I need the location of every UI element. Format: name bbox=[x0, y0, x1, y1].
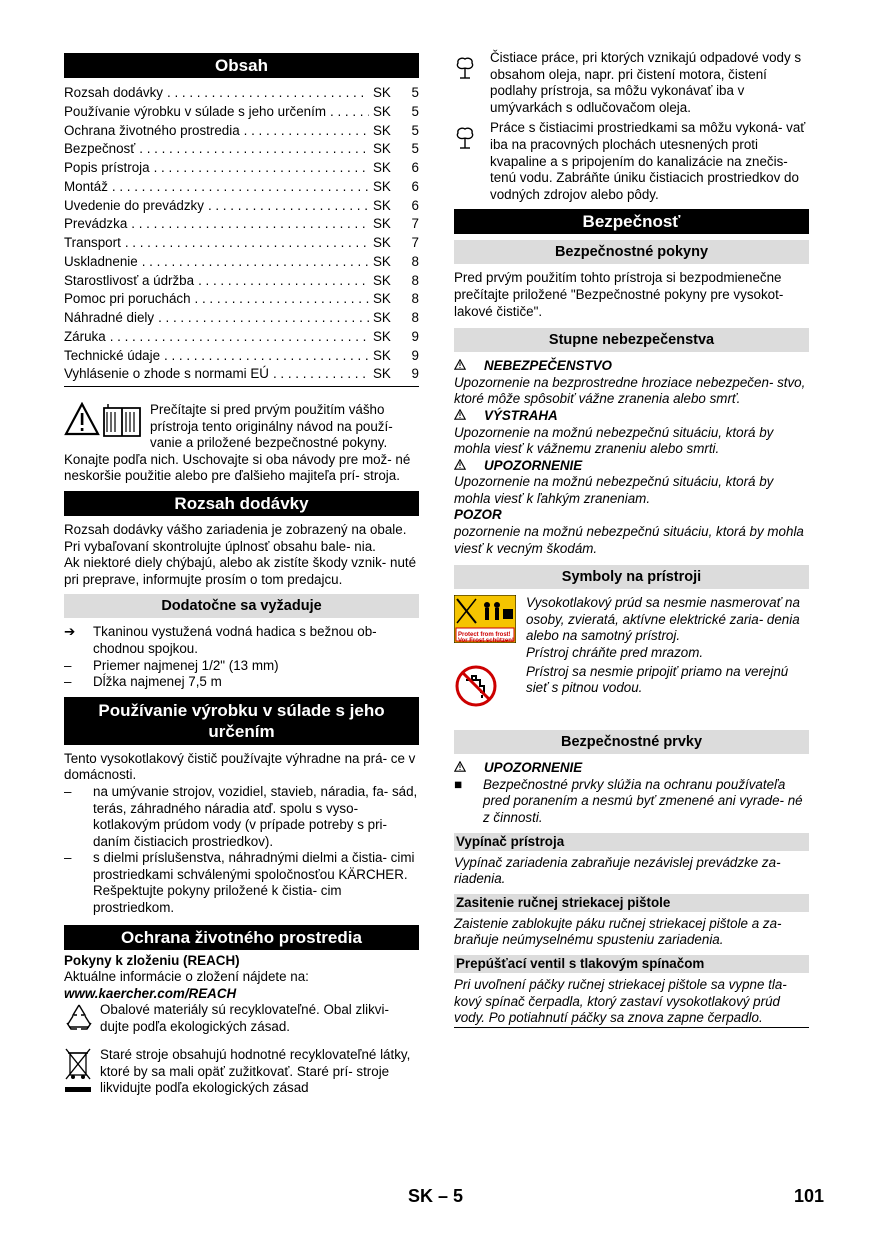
warning-triangle-icon bbox=[454, 408, 484, 425]
toc-row-leader bbox=[142, 253, 369, 272]
gun-lock-heading: Zasitenie ručnej striekacej pištole bbox=[454, 894, 809, 912]
additional-required-list bbox=[64, 624, 419, 690]
read-manual-text-2: Konajte podľa nich. Uschovajte si oba návody pre mož- né neskoršie použitie alebo pre ďalšieho majiteľa prí- stroja. bbox=[64, 451, 411, 484]
toc-row-leader bbox=[167, 84, 369, 103]
toc-row-title: Rozsah dodávky bbox=[64, 85, 163, 100]
reach-title: Pokyny k zloženiu (REACH) bbox=[64, 952, 240, 968]
hazard-level-label bbox=[454, 458, 809, 475]
toc-row-title: Vyhlásenie o zhode s normami EÚ bbox=[64, 366, 269, 382]
hazard-level-name: POZOR bbox=[454, 507, 502, 523]
hazard-level-description: Upozornenie na bezprostredne hroziace nebezpečen- stvo, ktoré môže spôsobiť vážne zranenia alebo smrť. bbox=[454, 374, 806, 407]
toc-row-leader bbox=[198, 272, 369, 291]
toc-row[interactable] bbox=[64, 215, 419, 234]
footer-section-label: SK – 5 bbox=[408, 1186, 464, 1206]
toc-row-title: Transport bbox=[64, 235, 121, 250]
intended-use-heading: Používanie výrobku v súlade s jeho určením bbox=[64, 697, 419, 745]
symbols-block-1 bbox=[454, 595, 809, 661]
toc-row-title: Uvedenie do prevádzky bbox=[64, 197, 204, 213]
toc-row-language: SK bbox=[373, 291, 391, 307]
toc-row[interactable] bbox=[64, 347, 419, 366]
toc-row-page: 7 bbox=[411, 235, 419, 250]
reach-text: Aktuálne informácie o zložení nájdete na: bbox=[64, 969, 309, 985]
toc-row[interactable] bbox=[64, 159, 419, 178]
toc-row[interactable] bbox=[64, 122, 419, 141]
toc-row[interactable] bbox=[64, 84, 419, 103]
safety-devices-text: Bezpečnostné prvky slúžia na ochranu používateľa pred poranením a nesmú byť zmenené ani vyrade- né z činnosti. bbox=[483, 776, 803, 825]
list-item-text: Tkaninou vystužená vodná hadica s bežnou ob- chodnou spojkou. bbox=[93, 624, 377, 656]
hazard-levels-list bbox=[454, 358, 809, 557]
warning-triangle-icon bbox=[454, 458, 484, 475]
toc-row-leader bbox=[273, 365, 369, 384]
reach-url[interactable]: www.kaercher.com/REACH bbox=[64, 985, 237, 1001]
square-bullet-icon: ■ bbox=[454, 776, 463, 792]
list-item bbox=[64, 658, 419, 675]
intended-use-list bbox=[64, 784, 419, 917]
toc-row-title: Ochrana životného prostredia bbox=[64, 122, 240, 138]
oil-text-2: Práce s čistiacimi prostriedkami sa môžu vykoná- vať iba na pracovných plochách utesnených proti kvapaline a s pripojením do kanalizácie na znečis- tenú vodu. Zabráňte úniku čistiacich prostriedkov do vodných zdrojov alebo pôdy. bbox=[490, 120, 806, 202]
hazard-level-description: Upozornenie na možnú nebezpečnú situáciu, ktorá by mohla viesť k ľahkým zraneniam. bbox=[454, 474, 774, 506]
symbol-text-2: Prístroj chráňte pred mrazom. bbox=[526, 645, 704, 661]
toc-row-language: SK bbox=[373, 235, 391, 250]
valve-heading: Prepúšťací ventil s tlakovým spínačom bbox=[454, 955, 809, 973]
crossed-bin-icon bbox=[64, 1047, 100, 1102]
toc-row-page: 6 bbox=[411, 197, 419, 213]
list-marker: – bbox=[64, 674, 72, 690]
switch-heading: Vypínač prístroja bbox=[454, 833, 809, 851]
hazard-level-description: pozornenie na možnú nebezpečnú situáciu, ktorá by mohla viesť k vecným škodám. bbox=[454, 524, 804, 556]
switch-text: Vypínač zariadenia zabraňuje nezávislej prevádzke za- riadenia. bbox=[454, 854, 781, 887]
toc-row[interactable] bbox=[64, 234, 419, 253]
list-marker: – bbox=[64, 850, 72, 866]
scope-paragraph-2: Ak niektoré diely chýbajú, alebo ak zistíte škody vznik- nuté pri preprave, informujte prosím o tom predajcu. bbox=[64, 555, 417, 587]
toc-row[interactable] bbox=[64, 253, 419, 272]
toc-row-title: Bezpečnosť bbox=[64, 141, 136, 157]
recycle-icon bbox=[64, 1002, 100, 1037]
safety-devices-item bbox=[454, 777, 809, 827]
toc-row-page: 8 bbox=[411, 253, 419, 269]
safety-heading: Bezpečnosť bbox=[454, 209, 809, 234]
high-pressure-warning-label-icon bbox=[454, 595, 526, 661]
list-item bbox=[64, 674, 419, 691]
oil-notice bbox=[454, 50, 809, 116]
toc-row-page: 8 bbox=[411, 310, 419, 325]
gun-lock-text: Zaistenie zablokujte páku ručnej striekacej pištole a za- braňuje neúmyselnému spusteniu zariadenia. bbox=[454, 915, 782, 948]
toc-row-page: 5 bbox=[411, 103, 419, 119]
hazard-level-label bbox=[454, 507, 809, 524]
list-item-text: Priemer najmenej 1/2" (13 mm) bbox=[93, 657, 279, 673]
safety-instructions-text: Pred prvým použitím tohto prístroja si bezpodmienečne prečítajte priložené "Bezpečnostné pokyny pre vysokot- lakové čističe". bbox=[454, 270, 784, 319]
toc-row[interactable] bbox=[64, 140, 419, 159]
read-manual-notice bbox=[64, 402, 419, 452]
recycle-notice bbox=[64, 1002, 419, 1037]
list-item-text: Dĺžka najmenej 7,5 m bbox=[93, 674, 222, 690]
toc-row-language: SK bbox=[373, 366, 391, 382]
toc-row-leader bbox=[125, 234, 369, 253]
read-manual-icon bbox=[64, 402, 150, 452]
table-of-contents bbox=[64, 84, 419, 387]
hazard-level-label bbox=[454, 408, 809, 425]
toc-row-page: 6 bbox=[411, 178, 419, 194]
toc-row-leader bbox=[154, 159, 369, 178]
toc-row[interactable] bbox=[64, 197, 419, 216]
toc-row-title: Používanie výrobku v súlade s jeho určením bbox=[64, 103, 327, 119]
toc-row-title: Náhradné diely bbox=[64, 310, 155, 325]
hazard-level-name: UPOZORNENIE bbox=[484, 457, 583, 473]
toc-row-leader bbox=[244, 122, 369, 141]
no-drinking-water-connection-icon bbox=[454, 664, 526, 713]
symbol-label-1: Protect from frost! bbox=[458, 631, 511, 638]
hazard-level-name: NEBEZPEČENSTVO bbox=[484, 358, 612, 374]
toc-row-title: Záruka bbox=[64, 328, 106, 344]
hazard-level-label bbox=[454, 358, 809, 375]
toc-row-title: Prevádzka bbox=[64, 216, 128, 232]
symbol-label-2: Vor Frost schützen! bbox=[458, 638, 514, 645]
toc-row-page: 7 bbox=[411, 216, 419, 232]
additional-required-heading: Dodatočne sa vyžaduje bbox=[64, 594, 419, 618]
list-item bbox=[64, 624, 419, 657]
list-marker: – bbox=[64, 783, 72, 799]
valve-text: Pri uvoľnení páčky ručnej striekacej pištole sa vypne tla- kový spínač čerpadla, ktorý zastaví vysokotlakový prúd vody. Po potiahnutí páčky sa znova zapne čerpadlo. bbox=[454, 977, 809, 1028]
scope-paragraph-1: Rozsah dodávky vášho zariadenia je zobrazený na obale. Pri vybaľovaní skontrolujte úplnosť obsahu bale- nia. bbox=[64, 521, 407, 554]
toc-row-language: SK bbox=[373, 141, 391, 157]
toc-row-leader bbox=[131, 215, 369, 234]
intended-use-paragraph: Tento vysokotlakový čistič používajte výhradne na prá- ce v domácnosti. bbox=[64, 750, 416, 783]
toc-row-page: 5 bbox=[411, 141, 419, 157]
safety-instructions-heading: Bezpečnostné pokyny bbox=[454, 240, 809, 264]
toc-row-leader bbox=[208, 197, 369, 216]
safety-devices-warning bbox=[454, 760, 809, 777]
toc-row-title: Technické údaje bbox=[64, 347, 161, 363]
list-item-text: s dielmi príslušenstva, náhradnými dielmi a čistia- cimi prostriedkami schválenými spoločnosťou KÄRCHER. Rešpektujte pokyny priložené k čistia- cim prostriedkom. bbox=[93, 850, 415, 916]
toc-row-language: SK bbox=[373, 272, 391, 288]
toc-row-title: Pomoc pri poruchách bbox=[64, 291, 191, 307]
toc-row-language: SK bbox=[373, 160, 391, 175]
right-column bbox=[454, 50, 809, 1028]
weee-notice bbox=[64, 1047, 419, 1102]
symbols-block-2 bbox=[454, 664, 809, 713]
toc-row[interactable] bbox=[64, 272, 419, 291]
read-manual-text: Prečítajte si pred prvým použitím vášho prístroja tento originálny návod na použí- vanie a priložené bezpečnostné pokyny. bbox=[150, 402, 393, 451]
toc-row[interactable] bbox=[64, 365, 419, 384]
safety-devices-warning-label: UPOZORNENIE bbox=[484, 760, 583, 776]
left-column bbox=[64, 53, 419, 1102]
list-marker: ➔ bbox=[64, 624, 76, 640]
detergent-notice bbox=[454, 120, 809, 203]
warning-triangle-icon bbox=[454, 760, 484, 777]
list-marker: – bbox=[64, 657, 72, 673]
toc-row-page: 6 bbox=[411, 160, 419, 175]
symbols-heading: Symboly na prístroji bbox=[454, 565, 809, 589]
hazard-level-name: VÝSTRAHA bbox=[484, 407, 558, 423]
toc-row-leader bbox=[330, 103, 369, 122]
toc-row[interactable] bbox=[64, 309, 419, 328]
oil-text-1: Čistiace práce, pri ktorých vznikajú odpadové vody s obsahom oleja, napr. pri čistení motora, čistení podlahy prístroja, sa môžu vykonávať iba v umývarkách s odlučovačom oleja. bbox=[490, 50, 802, 115]
list-item-text: na umývanie strojov, vozidiel, stavieb, náradia, fa- sád, terás, záhradného náradia atď. spolu s vyso- kotlakovým prúdom vody (v prípade potreby s pri- daním čistiacich prostriedkov). bbox=[93, 783, 418, 849]
scope-heading: Rozsah dodávky bbox=[64, 491, 419, 516]
toc-row-leader bbox=[110, 328, 369, 347]
toc-row-title: Popis prístroja bbox=[64, 160, 150, 175]
toc-row-title: Starostlivosť a údržba bbox=[64, 272, 195, 288]
toc-row-page: 5 bbox=[411, 122, 419, 138]
safety-devices-heading: Bezpečnostné prvky bbox=[454, 730, 809, 754]
toc-row-language: SK bbox=[373, 122, 391, 138]
toc-row[interactable] bbox=[64, 290, 419, 309]
list-item bbox=[64, 784, 419, 850]
toc-row[interactable] bbox=[64, 328, 419, 347]
toc-row-language: SK bbox=[373, 85, 391, 100]
toc-row-language: SK bbox=[373, 347, 391, 363]
toc-row-leader bbox=[158, 309, 369, 328]
toc-row-language: SK bbox=[373, 103, 391, 119]
toc-row[interactable] bbox=[64, 178, 419, 197]
toc-row-language: SK bbox=[373, 216, 391, 232]
weee-text: Staré stroje obsahujú hodnotné recyklovateľné látky, ktoré by sa mali opäť zužitkovať. Staré prí- stroje likvidujte podľa ekologických zásad bbox=[100, 1047, 411, 1096]
symbol-text-3: Prístroj sa nesmie pripojiť priamo na verejnú sieť s pitnou vodou. bbox=[526, 663, 789, 696]
symbol-text-1: Vysokotlakový prúd sa nesmie nasmerovať na osoby, zvieratá, aktívne elektrické zaria- denia alebo na samotný prístroj. bbox=[526, 595, 800, 644]
toc-row-page: 5 bbox=[411, 85, 419, 100]
recycle-text: Obalové materiály sú recyklovateľné. Obal zlikvi- dujte podľa ekologických zásad. bbox=[100, 1002, 389, 1035]
toc-row-leader bbox=[139, 140, 369, 159]
toc-row-leader bbox=[164, 347, 369, 366]
toc-row-page: 9 bbox=[411, 347, 419, 363]
toc-row-language: SK bbox=[373, 328, 391, 344]
toc-row[interactable] bbox=[64, 103, 419, 122]
toc-row-language: SK bbox=[373, 310, 391, 325]
toc-heading: Obsah bbox=[64, 53, 419, 78]
toc-row-page: 9 bbox=[411, 366, 419, 382]
toc-row-language: SK bbox=[373, 253, 391, 269]
toc-row-title: Montáž bbox=[64, 178, 108, 194]
warning-triangle-icon bbox=[454, 358, 484, 375]
toc-row-page: 8 bbox=[411, 291, 419, 307]
hazard-levels-heading: Stupne nebezpečenstva bbox=[454, 328, 809, 352]
toc-row-leader bbox=[195, 290, 369, 309]
toc-row-leader bbox=[112, 178, 369, 197]
environment-heading: Ochrana životného prostredia bbox=[64, 925, 419, 950]
toc-row-page: 8 bbox=[411, 272, 419, 288]
environment-tree-icon bbox=[454, 50, 490, 116]
toc-row-title: Uskladnenie bbox=[64, 253, 138, 269]
environment-tree-icon bbox=[454, 120, 490, 203]
footer-page-number: 101 bbox=[794, 1186, 825, 1206]
hazard-level-description: Upozornenie na možnú nebezpečnú situáciu, ktorá by mohla viesť k vážnemu zraneniu alebo smrti. bbox=[454, 424, 774, 457]
list-item bbox=[64, 850, 419, 916]
toc-row-language: SK bbox=[373, 197, 391, 213]
toc-row-language: SK bbox=[373, 178, 391, 194]
toc-row-page: 9 bbox=[411, 328, 419, 344]
